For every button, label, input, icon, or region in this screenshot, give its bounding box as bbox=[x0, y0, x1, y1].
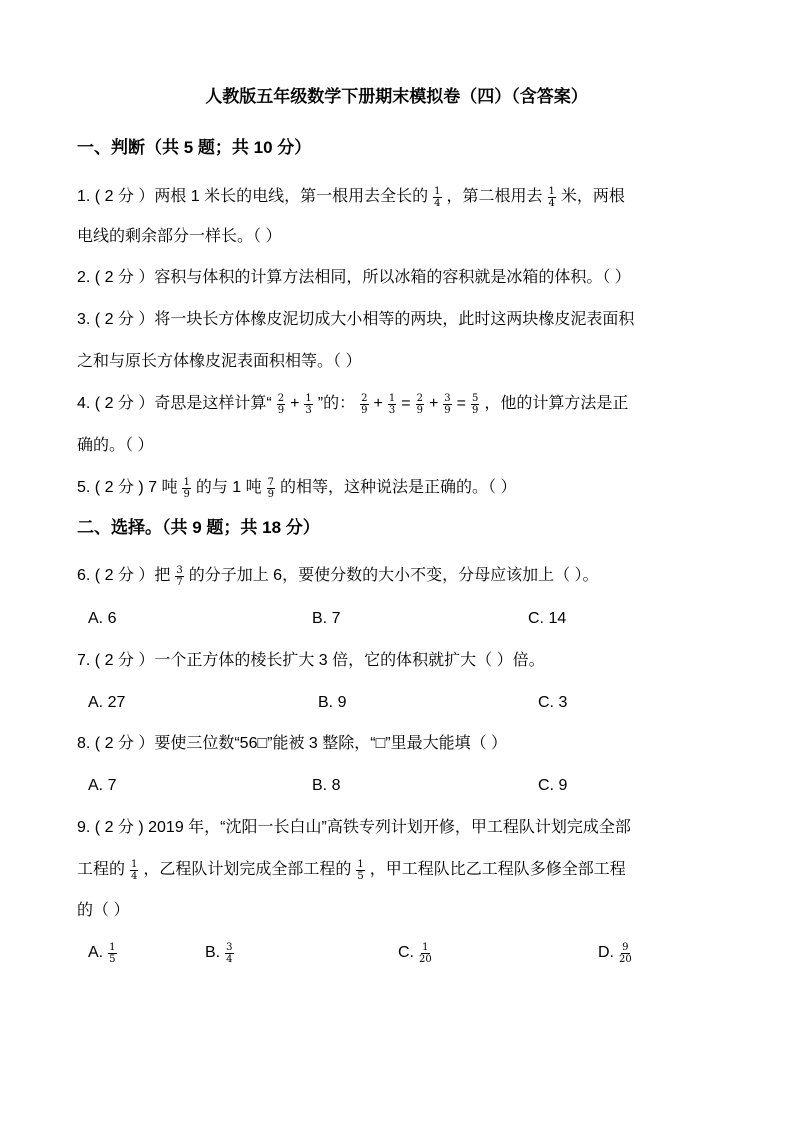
question-line bbox=[77, 184, 625, 210]
answer-option bbox=[205, 940, 239, 966]
denominator: 4 bbox=[548, 197, 555, 209]
denominator: 4 bbox=[131, 870, 138, 882]
fraction bbox=[443, 393, 451, 416]
fraction bbox=[182, 477, 190, 500]
question-line bbox=[77, 563, 599, 589]
text-run: 3. ( 2 分 ）将一块长方体橡皮泥切成大小相等的两块，此时这两块橡皮泥表面积 bbox=[77, 311, 635, 328]
answer-option bbox=[598, 940, 637, 966]
numerator: 1 bbox=[388, 392, 396, 404]
answer-option bbox=[312, 606, 340, 632]
denominator: 20 bbox=[419, 953, 432, 965]
denominator: 9 bbox=[277, 404, 285, 416]
numerator: 1 bbox=[109, 941, 116, 953]
denominator: 5 bbox=[357, 870, 364, 882]
numerator: 2 bbox=[416, 392, 423, 404]
text-run: 米，两根 bbox=[560, 188, 625, 205]
denominator: 4 bbox=[434, 197, 441, 209]
denominator: 9 bbox=[444, 404, 451, 416]
question-line bbox=[77, 898, 129, 924]
text-run: A. 27 bbox=[88, 694, 126, 711]
question-line bbox=[77, 307, 634, 333]
text-run: 二、选择。（共 9 题；共 18 分） bbox=[77, 518, 320, 537]
fraction bbox=[419, 942, 432, 965]
question-line bbox=[77, 265, 631, 291]
fraction bbox=[225, 942, 233, 965]
text-run: 8. ( 2 分 ）要使三位数“56□”能被 3 整除，“□”里最大能填（ ） bbox=[77, 735, 508, 752]
numerator: 1 bbox=[548, 185, 555, 197]
text-run: 电线的剩余部分一样长。（ ） bbox=[77, 228, 282, 245]
answer-option bbox=[318, 690, 346, 716]
text-run: 之和与原长方体橡皮泥表面积相等。（ ） bbox=[77, 353, 362, 370]
fraction bbox=[175, 565, 183, 588]
question-line bbox=[77, 433, 153, 459]
text-run: 工程的 bbox=[77, 861, 126, 878]
text-run: 7. ( 2 分 ）一个正方体的棱长扩大 3 倍，它的体积就扩大（ ）倍。 bbox=[77, 652, 545, 669]
numerator: 1 bbox=[434, 185, 441, 197]
answer-option bbox=[528, 606, 566, 632]
numerator: 1 bbox=[305, 392, 312, 404]
text-run: ，他的计算方法是正 bbox=[484, 395, 629, 412]
denominator: 5 bbox=[109, 953, 116, 965]
fraction bbox=[471, 393, 479, 416]
text-run: = bbox=[401, 395, 411, 412]
text-run: D. bbox=[598, 944, 614, 961]
text-run: C. 9 bbox=[538, 777, 568, 794]
question-line bbox=[77, 391, 628, 417]
text-run: + bbox=[373, 395, 383, 412]
text-run: 一、判断（共 5 题；共 10 分） bbox=[77, 138, 312, 157]
numerator: 3 bbox=[226, 941, 233, 953]
fraction bbox=[433, 186, 441, 209]
numerator: 1 bbox=[422, 941, 429, 953]
numerator: 9 bbox=[622, 941, 629, 953]
numerator: 1 bbox=[183, 476, 190, 488]
answer-option bbox=[398, 940, 437, 966]
numerator: 5 bbox=[472, 392, 479, 404]
text-run: 的与 1 吨 bbox=[195, 479, 262, 496]
denominator: 9 bbox=[183, 488, 190, 500]
page-title bbox=[0, 84, 793, 110]
section-heading bbox=[77, 135, 311, 161]
text-run: 5. ( 2 分 ) 7 吨 bbox=[77, 479, 178, 496]
fraction bbox=[548, 186, 556, 209]
denominator: 9 bbox=[361, 404, 368, 416]
text-run: ，甲工程队比乙工程队多修全部工程 bbox=[369, 861, 626, 878]
text-run: 9. ( 2 分 ) 2019 年，“沈阳一长白山”高铁专列计划开修，甲工程队计划完成全部 bbox=[77, 819, 631, 836]
text-run: 确的。（ ） bbox=[77, 437, 154, 454]
question-line bbox=[77, 815, 631, 841]
fraction bbox=[130, 859, 138, 882]
answer-option bbox=[88, 940, 122, 966]
text-run: B. 8 bbox=[312, 777, 341, 794]
text-run: 6. ( 2 分 ）把 bbox=[77, 567, 171, 584]
fraction bbox=[388, 393, 396, 416]
text-run: 2. ( 2 分 ）容积与体积的计算方法相同，所以冰箱的容积就是冰箱的体积。（ ） bbox=[77, 269, 631, 286]
text-run: A. 6 bbox=[88, 610, 117, 627]
fraction bbox=[304, 393, 312, 416]
numerator: 3 bbox=[444, 392, 451, 404]
text-run: 的分子加上 6，要使分数的大小不变，分母应该加上（ ）。 bbox=[188, 567, 599, 584]
numerator: 2 bbox=[277, 392, 285, 404]
question-line bbox=[77, 475, 516, 501]
denominator: 9 bbox=[267, 488, 275, 500]
numerator: 1 bbox=[357, 858, 364, 870]
text-run: + bbox=[290, 395, 300, 412]
text-run: C. bbox=[398, 944, 414, 961]
denominator: 3 bbox=[388, 404, 396, 416]
denominator: 4 bbox=[226, 953, 233, 965]
answer-option bbox=[88, 690, 125, 716]
numerator: 2 bbox=[361, 392, 368, 404]
text-run: 的（ ） bbox=[77, 902, 130, 919]
text-run: = bbox=[456, 395, 466, 412]
numerator: 1 bbox=[131, 858, 138, 870]
question-line bbox=[77, 731, 507, 757]
text-run: B. 9 bbox=[318, 694, 347, 711]
text-run: 人教版五年级数学下册期末模拟卷（四）（含答案） bbox=[205, 87, 588, 106]
denominator: 9 bbox=[472, 404, 479, 416]
text-run: B. 7 bbox=[312, 610, 341, 627]
fraction bbox=[108, 942, 116, 965]
denominator: 7 bbox=[176, 576, 183, 588]
question-line bbox=[77, 857, 626, 883]
answer-option bbox=[88, 606, 116, 632]
denominator: 20 bbox=[619, 953, 632, 965]
fraction bbox=[277, 393, 285, 416]
text-run: 4. ( 2 分 ）奇思是这样计算“ bbox=[77, 395, 272, 412]
text-run: A. 7 bbox=[88, 777, 117, 794]
answer-option bbox=[538, 773, 567, 799]
fraction bbox=[267, 477, 275, 500]
denominator: 9 bbox=[416, 404, 423, 416]
numerator: 3 bbox=[176, 564, 183, 576]
denominator: 3 bbox=[305, 404, 312, 416]
fraction bbox=[416, 393, 424, 416]
text-run: + bbox=[428, 395, 439, 412]
text-run: ，乙程队计划完成全部工程的 bbox=[143, 861, 352, 878]
text-run: A. bbox=[88, 944, 104, 961]
numerator: 7 bbox=[267, 476, 275, 488]
text-run: C. 3 bbox=[538, 694, 568, 711]
text-run: B. bbox=[205, 944, 221, 961]
answer-option bbox=[88, 773, 116, 799]
text-run: 1. ( 2 分 ）两根 1 米长的电线，第一根用去全长的 bbox=[77, 188, 429, 205]
text-run: 的相等，这种说法是正确的。（ ） bbox=[280, 479, 517, 496]
fraction bbox=[356, 859, 364, 882]
question-line bbox=[77, 648, 545, 674]
answer-option bbox=[538, 690, 567, 716]
question-line bbox=[77, 224, 281, 250]
text-run: C. 14 bbox=[528, 610, 567, 627]
fraction bbox=[360, 393, 368, 416]
fraction bbox=[619, 942, 632, 965]
text-run: ”的： bbox=[317, 395, 356, 412]
text-run: ，第二根用去 bbox=[446, 188, 543, 205]
question-line bbox=[77, 349, 361, 375]
section-heading bbox=[77, 515, 320, 541]
answer-option bbox=[312, 773, 340, 799]
